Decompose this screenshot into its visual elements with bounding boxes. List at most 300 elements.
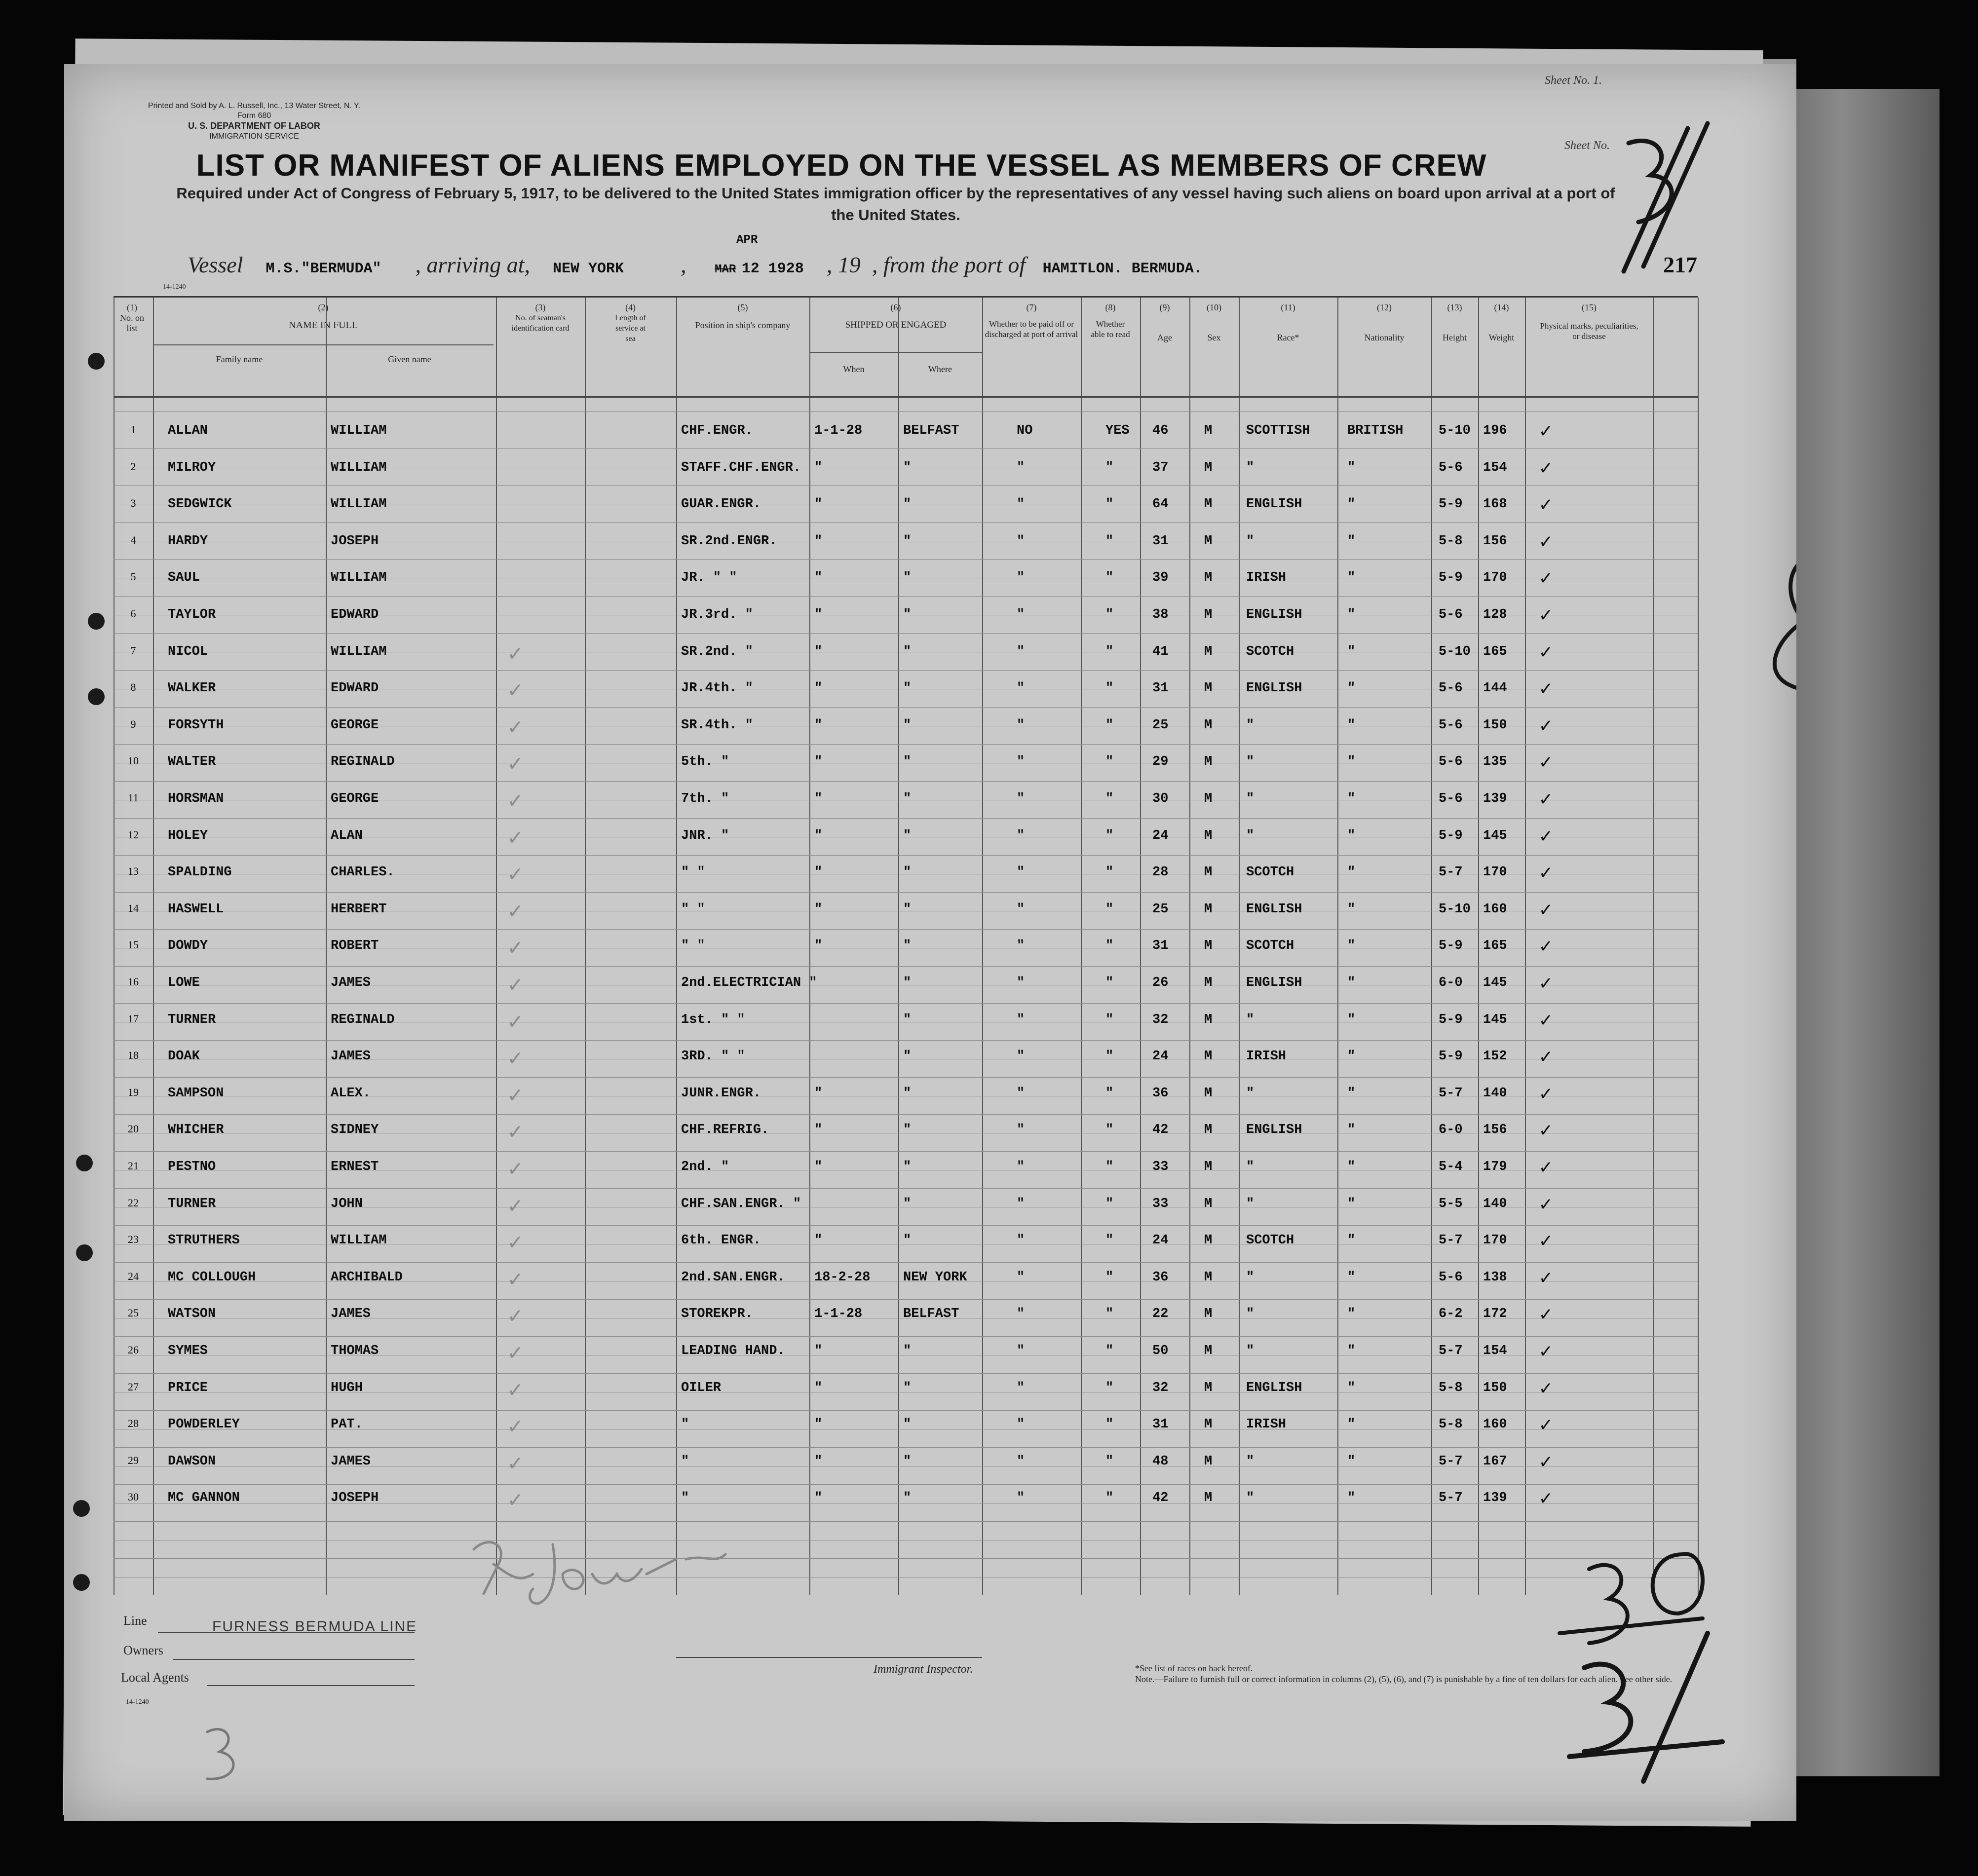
cell-when: 18-2-28: [814, 1270, 871, 1285]
col-header-nationality: (12) Nationality: [1364, 302, 1405, 342]
col-header-sex: (10) Sex: [1207, 302, 1221, 342]
cell-no: 25: [128, 1307, 139, 1319]
check-icon: ✓: [1540, 1231, 1552, 1254]
handwriting-layer: [64, 64, 1796, 1821]
cell-height: 5-9: [1439, 570, 1463, 586]
cell-race: ": [1246, 791, 1255, 806]
cell-read: ": [1105, 791, 1114, 806]
col-header-read: (8) Whether able to read: [1091, 302, 1130, 339]
cell-given: REGINALD: [331, 1012, 395, 1027]
cell-read: ": [1105, 901, 1114, 917]
cell-sex: M: [1204, 1270, 1213, 1285]
cell-family: HASWELL: [168, 901, 224, 917]
cell-sex: M: [1204, 1049, 1213, 1064]
cell-no: 15: [128, 938, 139, 951]
document-subtitle: Required under Act of Congress of February 5, 1917, to be delivered to the United States immigration officer by the representatives of any vessel having such aliens on board upon arrival at a port of the United States.: [176, 185, 1615, 224]
cell-position: JR.3rd. ": [681, 607, 753, 622]
cell-sex: M: [1204, 644, 1213, 659]
cell-position: 2nd.ELECTRICIAN ": [681, 976, 817, 990]
cell-paid: ": [1017, 1491, 1025, 1506]
total-mark-31: [1569, 1633, 1722, 1781]
cell-no: 28: [128, 1417, 139, 1430]
col-header-position: (5) Position in ship's company: [695, 302, 791, 330]
cell-read: ": [1105, 717, 1114, 733]
col-header-height: (13) Height: [1443, 302, 1467, 342]
cell-paid: ": [1017, 1380, 1025, 1395]
cell-race: ": [1246, 1160, 1255, 1174]
cell-read: ": [1105, 1160, 1114, 1174]
cell-no: 5: [130, 570, 136, 583]
cell-paid: ": [1017, 754, 1025, 770]
cell-weight: 152: [1483, 1049, 1507, 1064]
cell-race: ": [1246, 754, 1255, 770]
cell-where: ": [903, 1491, 912, 1506]
cell-paid: ": [1017, 1233, 1025, 1248]
cell-given: JAMES: [331, 1454, 371, 1469]
cell-race: ENGLISH: [1246, 681, 1302, 696]
cell-given: CHARLES.: [331, 865, 395, 880]
cell-when: ": [814, 607, 823, 622]
cell-given: JAMES: [331, 1307, 371, 1322]
page-number: 217: [1663, 252, 1697, 277]
cell-family: SYMES: [168, 1344, 208, 1358]
cell-where: ": [903, 1417, 912, 1432]
cell-race: ": [1246, 1012, 1255, 1027]
cell-no: 30: [128, 1491, 139, 1503]
cell-height: 5-6: [1439, 717, 1463, 733]
cell-no: 16: [128, 976, 139, 988]
cell-family: MILROY: [168, 460, 216, 475]
cell-family: DOAK: [168, 1049, 200, 1064]
check-icon: ✓: [1540, 421, 1552, 444]
cell-when: ": [814, 717, 823, 733]
check-icon: ✓: [1540, 1342, 1552, 1364]
cell-when: ": [814, 1454, 823, 1469]
cell-height: 6-2: [1439, 1307, 1463, 1322]
cell-where: ": [903, 460, 912, 475]
cell-paid: ": [1017, 976, 1025, 990]
check-icon: ✓: [1540, 458, 1552, 481]
cell-family: SAMPSON: [168, 1086, 224, 1101]
cell-when: ": [814, 938, 823, 954]
cell-where: ": [903, 681, 912, 696]
cell-position: 2nd.SAN.ENGR.: [681, 1270, 785, 1285]
cell-where: ": [903, 976, 912, 990]
cell-no: 7: [130, 644, 136, 657]
cell-paid: ": [1017, 1454, 1025, 1469]
col-header-id-card: (3) No. of seaman's identification card: [511, 302, 570, 333]
cell-paid: ": [1017, 1160, 1025, 1174]
check-icon: ✓: [508, 1415, 522, 1441]
check-icon: ✓: [1540, 1010, 1552, 1033]
cell-given: JAMES: [331, 976, 371, 990]
cell-family: POWDERLEY: [168, 1417, 240, 1432]
cell-nat: ": [1347, 607, 1356, 622]
col-header-race: (11) Race*: [1277, 302, 1299, 342]
cell-given: HERBERT: [331, 901, 387, 917]
cell-race: ENGLISH: [1246, 1123, 1302, 1138]
cell-age: 30: [1152, 791, 1169, 806]
cell-nat: ": [1347, 681, 1356, 696]
cell-height: 5-6: [1439, 1270, 1463, 1285]
check-icon: ✓: [1540, 1378, 1552, 1401]
cell-age: 24: [1152, 1049, 1169, 1064]
col-header-service: (4) Length of service at sea: [615, 302, 646, 343]
cell-age: 50: [1152, 1344, 1169, 1358]
cell-age: 32: [1152, 1380, 1169, 1395]
col-header-physical-marks: (15) Physical marks, peculiarities, or disease: [1540, 302, 1638, 341]
cell-paid: ": [1017, 460, 1025, 475]
check-icon: ✓: [1540, 531, 1552, 554]
cell-weight: 170: [1483, 865, 1507, 880]
cell-position: SR.4th. ": [681, 717, 753, 733]
cell-position: JR.4th. ": [681, 681, 753, 696]
cell-age: 37: [1152, 460, 1169, 475]
cell-read: ": [1105, 1086, 1114, 1101]
document-title: LIST OR MANIFEST OF ALIENS EMPLOYED ON THE VESSEL AS MEMBERS OF CREW: [196, 149, 1487, 183]
cell-nat: BRITISH: [1347, 423, 1404, 438]
cell-weight: 140: [1483, 1086, 1507, 1101]
col-header-name: (2) NAME IN FULL: [289, 302, 358, 331]
cell-age: 42: [1152, 1123, 1169, 1138]
cell-race: ": [1246, 1196, 1255, 1211]
cell-family: FORSYTH: [168, 717, 224, 733]
cell-no: 27: [128, 1380, 139, 1393]
cell-race: IRISH: [1246, 1049, 1287, 1064]
cell-given: JOSEPH: [331, 533, 379, 549]
cell-weight: 128: [1483, 607, 1507, 622]
cell-given: GEORGE: [331, 717, 379, 733]
cell-read: ": [1105, 1012, 1114, 1027]
cell-read: ": [1105, 644, 1114, 659]
cell-nat: ": [1347, 1491, 1356, 1506]
cell-given: REGINALD: [331, 754, 395, 770]
check-icon: ✓: [1540, 1489, 1552, 1511]
cell-race: ": [1246, 1270, 1255, 1285]
cell-no: 13: [128, 865, 139, 878]
vessel-name: M.S."BERMUDA": [266, 261, 381, 277]
cell-where: ": [903, 1454, 912, 1469]
cell-family: MC COLLOUGH: [168, 1270, 256, 1285]
cell-weight: 167: [1483, 1454, 1507, 1469]
cell-no: 11: [128, 791, 139, 804]
cell-where: ": [903, 497, 912, 512]
cell-age: 25: [1152, 901, 1169, 917]
cell-where: ": [903, 901, 912, 917]
cell-position: CHF.SAN.ENGR. ": [681, 1196, 801, 1211]
cell-race: ": [1246, 1344, 1255, 1358]
cell-weight: 139: [1483, 1491, 1507, 1506]
cell-nat: ": [1347, 1123, 1356, 1138]
from-port-label: , from the port of: [872, 252, 1026, 277]
cell-given: JOSEPH: [331, 1491, 379, 1506]
cell-sex: M: [1204, 1123, 1213, 1138]
cell-race: ": [1246, 828, 1255, 843]
cell-position: 3RD. " ": [681, 1049, 745, 1064]
date-struck: MAR: [715, 263, 736, 276]
sheet-number-label: Sheet No.: [1564, 139, 1610, 152]
cell-sex: M: [1204, 1417, 1213, 1432]
sheet-mark-31: [1624, 123, 1708, 271]
cell-sex: M: [1204, 1012, 1213, 1027]
check-icon: ✓: [508, 1341, 522, 1367]
col-header-number: (1) No. on list: [120, 302, 144, 333]
cell-where: BELFAST: [903, 423, 959, 438]
cell-age: 48: [1152, 1454, 1169, 1469]
cell-no: 29: [128, 1454, 139, 1466]
cell-sex: M: [1204, 533, 1213, 549]
cell-where: ": [903, 1233, 912, 1248]
check-icon: ✓: [508, 752, 522, 778]
cell-height: 5-9: [1439, 497, 1463, 512]
cell-weight: 144: [1483, 681, 1507, 696]
cell-weight: 145: [1483, 828, 1507, 843]
cell-no: 9: [130, 717, 136, 730]
cell-sex: M: [1204, 717, 1213, 733]
check-icon: ✓: [508, 973, 522, 999]
cell-read: ": [1105, 1344, 1114, 1358]
cell-sex: M: [1204, 791, 1213, 806]
cell-position: GUAR.ENGR.: [681, 497, 761, 512]
col-header-when: When: [843, 364, 865, 374]
check-icon: ✓: [1540, 1121, 1552, 1143]
check-icon: ✓: [508, 1010, 522, 1036]
cell-age: 25: [1152, 717, 1169, 733]
check-icon: ✓: [508, 678, 522, 705]
cell-height: 5-7: [1439, 1086, 1463, 1101]
cell-age: 36: [1152, 1086, 1169, 1101]
cell-sex: M: [1204, 681, 1213, 696]
cell-when: ": [814, 497, 823, 512]
cell-family: DOWDY: [168, 938, 208, 954]
cell-when: ": [814, 570, 823, 586]
cell-race: ": [1246, 1454, 1255, 1469]
cell-age: 36: [1152, 1270, 1169, 1285]
cell-sex: M: [1204, 976, 1213, 990]
cell-when: ": [814, 1233, 823, 1248]
arriving-label: , arriving at,: [415, 252, 531, 277]
cell-when: ": [814, 1086, 823, 1101]
cell-position: 6th. ENGR.: [681, 1233, 761, 1248]
cell-height: 5-9: [1439, 1049, 1463, 1064]
cell-read: ": [1105, 1417, 1114, 1432]
cell-position: 5th. ": [681, 754, 729, 770]
check-icon: ✓: [508, 1488, 522, 1514]
col-header-paid-off: (7) Whether to be paid off or discharged at port of arrival: [985, 302, 1078, 339]
cell-family: HOLEY: [168, 828, 208, 843]
cell-age: 31: [1152, 533, 1169, 549]
cell-position: JUNR.ENGR.: [681, 1086, 761, 1101]
check-icon: ✓: [508, 863, 522, 889]
cell-height: 5-6: [1439, 754, 1463, 770]
binder-hole: [88, 353, 105, 370]
check-icon: ✓: [1540, 826, 1552, 849]
cell-no: 10: [128, 754, 139, 767]
cell-family: PRICE: [168, 1380, 208, 1395]
cell-weight: 170: [1483, 570, 1507, 586]
cell-paid: ": [1017, 1417, 1025, 1432]
cell-nat: ": [1347, 1196, 1356, 1211]
cell-weight: 145: [1483, 976, 1507, 990]
cell-when: ": [814, 1417, 823, 1432]
cell-given: EDWARD: [331, 681, 379, 696]
cell-family: ALLAN: [168, 423, 208, 438]
cell-position: STAFF.CHF.ENGR.: [681, 460, 801, 475]
year-label: , 19: [826, 252, 861, 277]
binder-hole: [88, 613, 105, 630]
cell-weight: 138: [1483, 1270, 1507, 1285]
cell-read: ": [1105, 460, 1114, 475]
binder-hole: [76, 1155, 93, 1171]
check-icon: ✓: [1540, 1158, 1552, 1180]
cell-no: 20: [128, 1123, 139, 1135]
arrival-date: 12 1928: [741, 261, 804, 277]
cell-given: ALAN: [331, 828, 363, 843]
cell-where: ": [903, 1344, 912, 1358]
cell-when: ": [814, 865, 823, 880]
cell-read: ": [1105, 1307, 1114, 1322]
cell-weight: 154: [1483, 1344, 1507, 1358]
cell-age: 39: [1152, 570, 1169, 586]
binder-hole: [76, 1244, 93, 1261]
cell-nat: ": [1347, 1233, 1356, 1248]
cell-paid: ": [1017, 533, 1025, 549]
cell-paid: ": [1017, 607, 1025, 622]
cell-sex: M: [1204, 497, 1213, 512]
cell-paid: ": [1017, 791, 1025, 806]
cell-where: ": [903, 828, 912, 843]
cell-position: LEADING HAND.: [681, 1344, 785, 1358]
cell-paid: ": [1017, 1196, 1025, 1211]
cell-paid: ": [1017, 865, 1025, 880]
check-icon: ✓: [1540, 752, 1552, 775]
check-icon: ✓: [1540, 1047, 1552, 1070]
cell-race: ": [1246, 460, 1255, 475]
cell-nat: ": [1347, 828, 1356, 843]
check-icon: ✓: [1540, 568, 1552, 591]
cell-nat: ": [1347, 1086, 1356, 1101]
cell-weight: 165: [1483, 644, 1507, 659]
cell-nat: ": [1347, 1270, 1356, 1285]
check-icon: ✓: [1540, 1084, 1552, 1106]
cell-family: STRUTHERS: [168, 1233, 240, 1248]
cell-where: BELFAST: [903, 1307, 959, 1322]
cell-where: ": [903, 1196, 912, 1211]
check-icon: ✓: [1540, 900, 1552, 922]
cell-weight: 165: [1483, 938, 1507, 954]
cell-read: ": [1105, 1196, 1114, 1211]
cell-weight: 156: [1483, 533, 1507, 549]
cell-when: ": [814, 828, 823, 843]
cell-no: 19: [128, 1086, 139, 1098]
cell-position: " ": [681, 865, 705, 880]
cell-where: ": [903, 607, 912, 622]
cell-when: ": [814, 1123, 823, 1138]
cell-paid: NO: [1017, 423, 1033, 438]
check-icon: ✓: [1540, 605, 1552, 628]
cell-paid: ": [1017, 1344, 1025, 1358]
cell-read: ": [1105, 1380, 1114, 1395]
cell-no: 24: [128, 1270, 139, 1282]
cell-weight: 154: [1483, 460, 1507, 475]
cell-age: 41: [1152, 644, 1169, 659]
cell-height: 5-7: [1439, 865, 1463, 880]
cell-weight: 160: [1483, 1417, 1507, 1432]
cell-nat: ": [1347, 1380, 1356, 1395]
check-icon: ✓: [508, 1120, 522, 1146]
cell-nat: ": [1347, 1454, 1356, 1469]
cell-where: NEW YORK: [903, 1270, 967, 1285]
cell-height: 5-9: [1439, 1012, 1463, 1027]
cell-given: ALEX.: [331, 1086, 371, 1101]
check-icon: ✓: [508, 899, 522, 925]
cell-paid: ": [1017, 1123, 1025, 1138]
cell-paid: ": [1017, 1049, 1025, 1064]
margin-mark-8: [1775, 553, 1796, 689]
cell-weight: 170: [1483, 1233, 1507, 1248]
cell-position: " ": [681, 938, 705, 954]
cell-given: JAMES: [331, 1049, 371, 1064]
cell-family: MC GANNON: [168, 1491, 240, 1506]
check-icon: ✓: [1540, 1194, 1552, 1217]
cell-race: ": [1246, 1491, 1255, 1506]
cell-family: TURNER: [168, 1196, 216, 1211]
cell-given: ROBERT: [331, 938, 379, 954]
check-icon: ✓: [1540, 715, 1552, 738]
cell-sex: M: [1204, 460, 1213, 475]
inspector-label: Immigrant Inspector.: [874, 1663, 973, 1676]
cell-read: ": [1105, 1491, 1114, 1506]
check-icon: ✓: [1540, 1268, 1552, 1290]
cell-age: 26: [1152, 976, 1169, 990]
cell-position: JNR. ": [681, 828, 729, 843]
cell-nat: ": [1347, 1417, 1356, 1432]
cell-race: ": [1246, 1307, 1255, 1322]
cell-nat: ": [1347, 717, 1356, 733]
cell-nat: ": [1347, 460, 1356, 475]
cell-no: 8: [130, 681, 136, 694]
cell-nat: ": [1347, 754, 1356, 770]
cell-position: SR.2nd. ": [681, 644, 753, 659]
cell-age: 32: [1152, 1012, 1169, 1027]
cell-nat: ": [1347, 976, 1356, 990]
check-icon: ✓: [1540, 1452, 1552, 1474]
cell-height: 5-8: [1439, 1417, 1463, 1432]
agents-label: Local Agents: [121, 1670, 189, 1685]
cell-height: 5-6: [1439, 791, 1463, 806]
col-header-where: Where: [928, 364, 952, 374]
cell-position: JR. " ": [681, 570, 737, 586]
cell-height: 5-7: [1439, 1233, 1463, 1248]
cell-when: ": [814, 460, 823, 475]
cell-no: 12: [128, 828, 139, 841]
cell-when: ": [814, 1491, 823, 1506]
cell-nat: ": [1347, 938, 1356, 954]
cell-race: ENGLISH: [1246, 1380, 1302, 1395]
cell-given: WILLIAM: [331, 1233, 387, 1248]
check-icon: ✓: [1540, 937, 1552, 959]
cell-sex: M: [1204, 1160, 1213, 1174]
cell-age: 24: [1152, 1233, 1169, 1248]
binder-hole: [88, 688, 105, 705]
cell-sex: M: [1204, 938, 1213, 954]
total-mark-30: [1560, 1554, 1703, 1643]
cell-read: ": [1105, 533, 1114, 549]
cell-age: 46: [1152, 423, 1169, 438]
cell-when: ": [814, 681, 823, 696]
cell-family: TURNER: [168, 1012, 216, 1027]
cell-paid: ": [1017, 828, 1025, 843]
